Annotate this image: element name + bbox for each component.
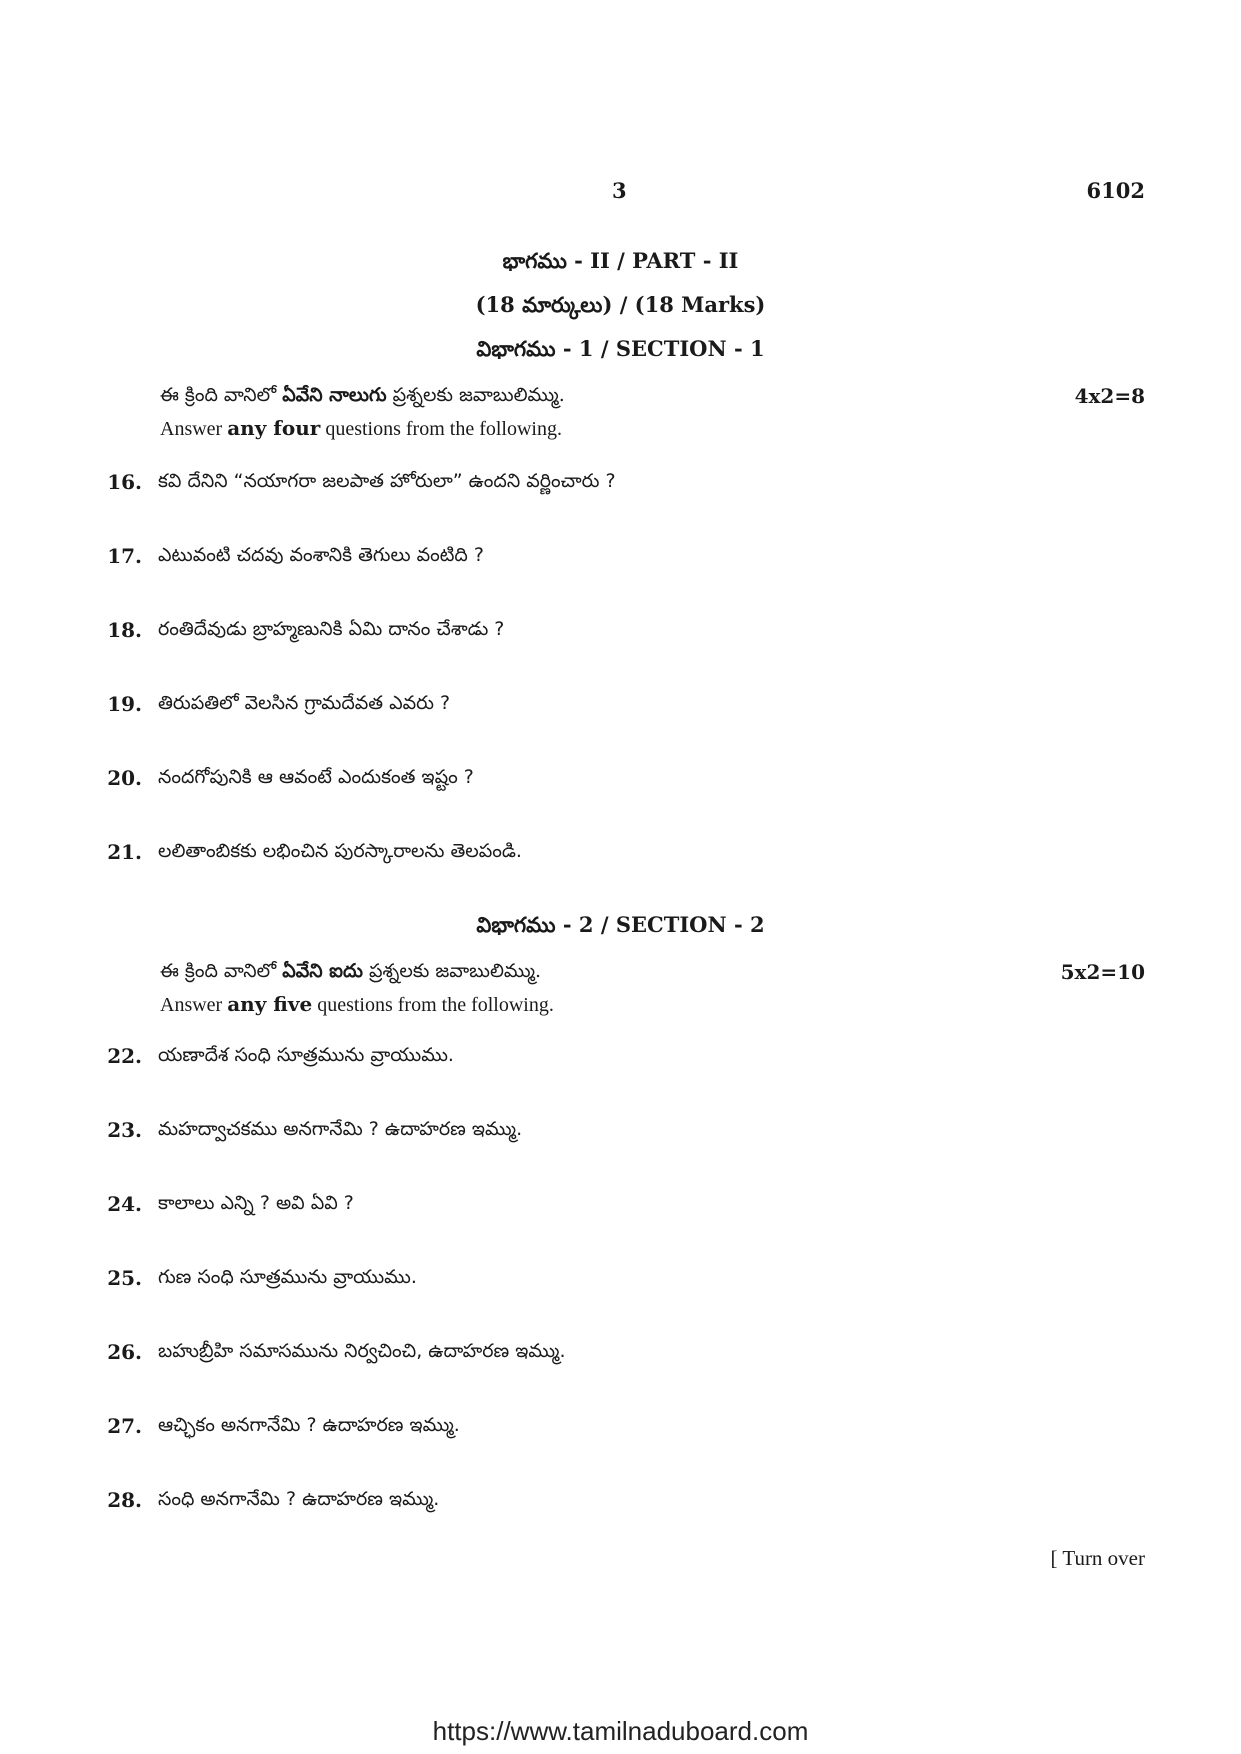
question-text: ఆచ్ఛికం అనగానేమి ? ఉదాహరణ ఇమ్ము. <box>158 1414 460 1436</box>
question-text: రంతిదేవుడు బ్రాహ్మణునికి ఏమి దానం చేశాడు ? <box>158 618 505 640</box>
question-number: 19. <box>107 692 142 716</box>
question-text: మహద్వాచకము అనగానేమి ? ఉదాహరణ ఇమ్ము. <box>158 1118 523 1140</box>
source-url: https://www.tamilnaduboard.com <box>432 1716 809 1746</box>
question-number: 26. <box>107 1340 142 1364</box>
question-number: 20. <box>107 766 142 790</box>
question-text: తిరుపతిలో వెలసిన గ్రామదేవత ఎవరు ? <box>158 692 451 714</box>
question-text: సంధి అనగానేమి ? ఉదాహరణ ఇమ్ము. <box>158 1488 440 1510</box>
question-number: 17. <box>107 544 142 568</box>
part-marks: (18 మార్కులు) / (18 Marks) <box>475 292 766 317</box>
section-2-marks: 5x2=10 <box>1060 960 1145 984</box>
question-number: 28. <box>107 1488 142 1512</box>
question-text: కవి దేనిని “నయాగరా జలపాత హోరులా” ఉందని వర్ణించారు ? <box>158 470 616 492</box>
question-text: గుణ సంధి సూత్రమును వ్రాయుము. <box>158 1266 417 1288</box>
question-text: కాలాలు ఎన్ని ? అవి ఏవి ? <box>158 1192 354 1214</box>
section-1-title: విభాగము - 1 / SECTION - 1 <box>476 336 765 361</box>
question-number: 18. <box>107 618 142 642</box>
question-number: 16. <box>107 470 142 494</box>
question-text: నందగోపునికి ఆ ఆవంటే ఎందుకంత ఇష్టం ? <box>158 766 474 788</box>
part-title: భాగము - II / PART - II <box>502 248 739 273</box>
section-2-instruction-telugu: ఈ క్రింది వానిలో ఏవేని ఐదు ప్రశ్నలకు జవాబులిమ్ము. <box>160 960 542 982</box>
turn-over-note: [ Turn over <box>1050 1546 1145 1570</box>
question-text: లలితాంబికకు లభించిన పురస్కారాలను తెలపండి. <box>158 840 522 862</box>
question-number: 27. <box>107 1414 142 1438</box>
page-number: 3 <box>612 178 627 203</box>
question-text: ఎటువంటి చదవు వంశానికి తెగులు వంటిది ? <box>158 544 484 566</box>
question-number: 21. <box>107 840 142 864</box>
question-number: 22. <box>107 1044 142 1068</box>
section-1-instruction-telugu: ఈ క్రింది వానిలో ఏవేని నాలుగు ప్రశ్నలకు జవాబులిమ్ము. <box>160 384 565 406</box>
section-2-instruction-english: Answer any five questions from the following. <box>160 992 554 1016</box>
question-number: 24. <box>107 1192 142 1216</box>
question-text: యణాదేశ సంధి సూత్రమును వ్రాయుము. <box>158 1044 454 1066</box>
question-number: 25. <box>107 1266 142 1290</box>
section-1-instruction-english: Answer any four questions from the following. <box>160 416 562 440</box>
section-1-marks: 4x2=8 <box>1074 384 1145 408</box>
paper-code: 6102 <box>1086 178 1145 203</box>
section-2-title: విభాగము - 2 / SECTION - 2 <box>476 912 765 937</box>
question-text: బహుబ్రీహి సమాసమును నిర్వచించి, ఉదాహరణ ఇమ్ము. <box>158 1340 566 1362</box>
question-number: 23. <box>107 1118 142 1142</box>
